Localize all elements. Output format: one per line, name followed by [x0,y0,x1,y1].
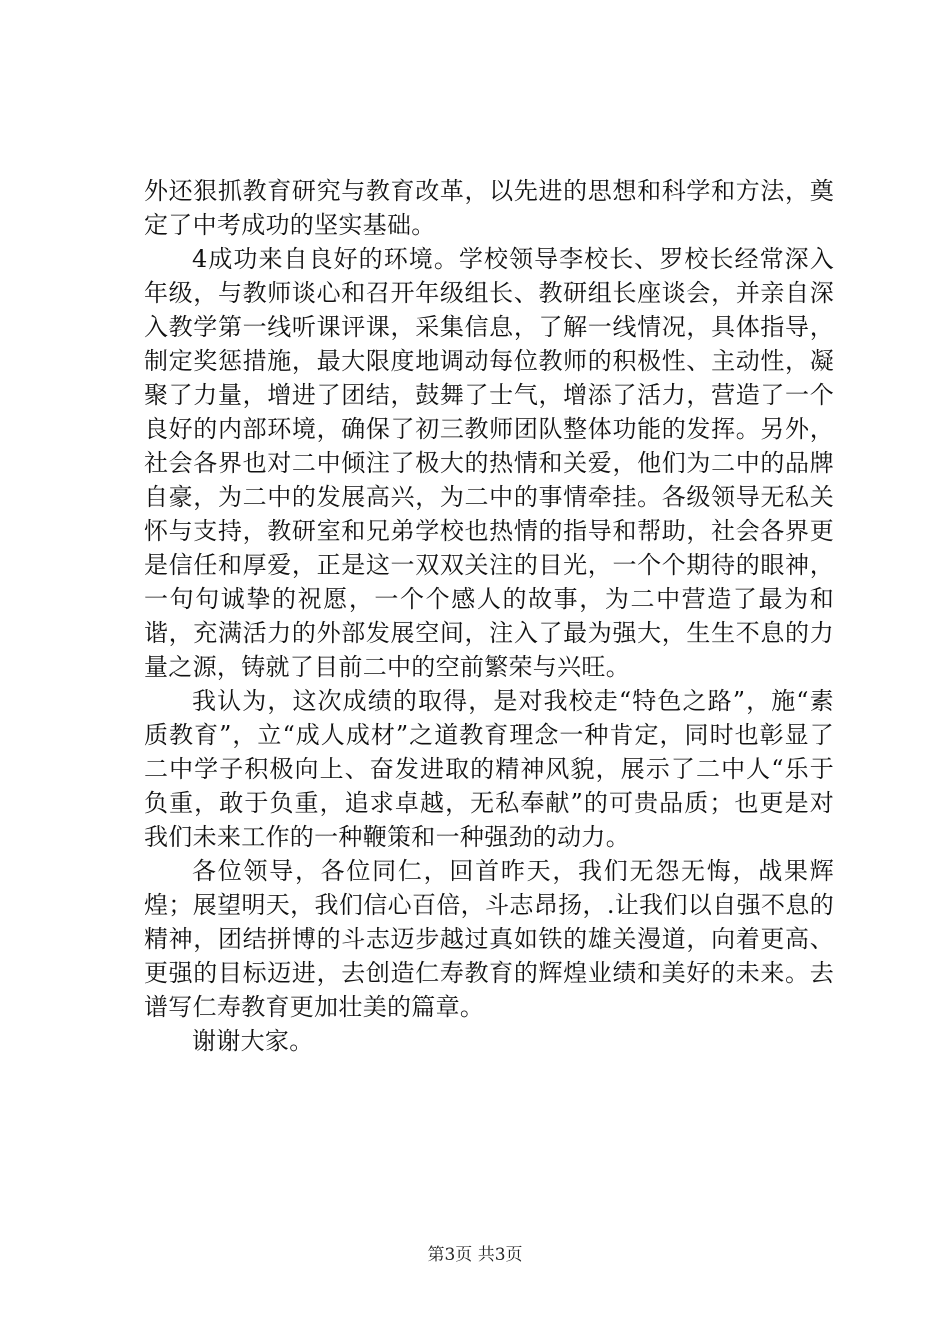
paragraph-achievement: 我认为，这次成绩的取得，是对我校走“特色之路”，施“素质教育”，立“成人成材”之道教育理念一种肯定，同时也彰显了二中学子积极向上、奋发进取的精神风貌，展示了二中人“乐于负重，敢于负重，追求卓越，无私奉献”的可贵品质；也更是对我们未来工作的一种鞭策和一种强劲的动力。 [144,687,834,851]
paragraph-environment: 4成功来自良好的环境。学校领导李校长、罗校长经常深入年级，与教师谈心和召开年级组长、教研组长座谈会，并亲自深入教学第一线听课评课，采集信息，了解一线情况，具体指导，制定奖惩措施，最大限度地调动每位教师的积极性、主动性，凝聚了力量，增进了团结，鼓舞了士气，增添了活力，营造了一个良好的内部环境，确保了初三教师团队整体功能的发挥。另外，社会各界也对二中倾注了极大的热情和关爱，他们为二中的品牌自豪，为二中的发展高兴，为二中的事情牵挂。各级领导无私关怀与支持，教研室和兄弟学校也热情的指导和帮助，社会各界更是信任和厚爱，正是这一双双关注的目光，一个个期待的眼神，一句句诚挚的祝愿，一个个感人的故事，为二中营造了最为和谐，充满活力的外部发展空间，注入了最为强大，生生不息的力量之源，铸就了目前二中的空前繁荣与兴旺。 [144,245,834,681]
paragraph-outlook: 各位领导，各位同仁，回首昨天，我们无怨无悔，战果辉煌；展望明天，我们信心百倍，斗志昂扬，.让我们以自强不息的精神，团结拼博的斗志迈步越过真如铁的雄关漫道，向着更高、更强的目标迈进，去创造仁寿教育的辉煌业绩和美好的未来。去谱写仁寿教育更加壮美的篇章。 [144,857,834,1021]
document-body [144,174,834,1058]
paragraph-thanks: 谢谢大家。 [192,1027,314,1055]
paragraph-intro-continuation: 外还狠抓教育研究与教育改革，以先进的思想和科学和方法，奠定了中考成功的坚实基础。 [144,177,834,239]
page-number-footer: 第3页 共3页 [427,1245,523,1265]
